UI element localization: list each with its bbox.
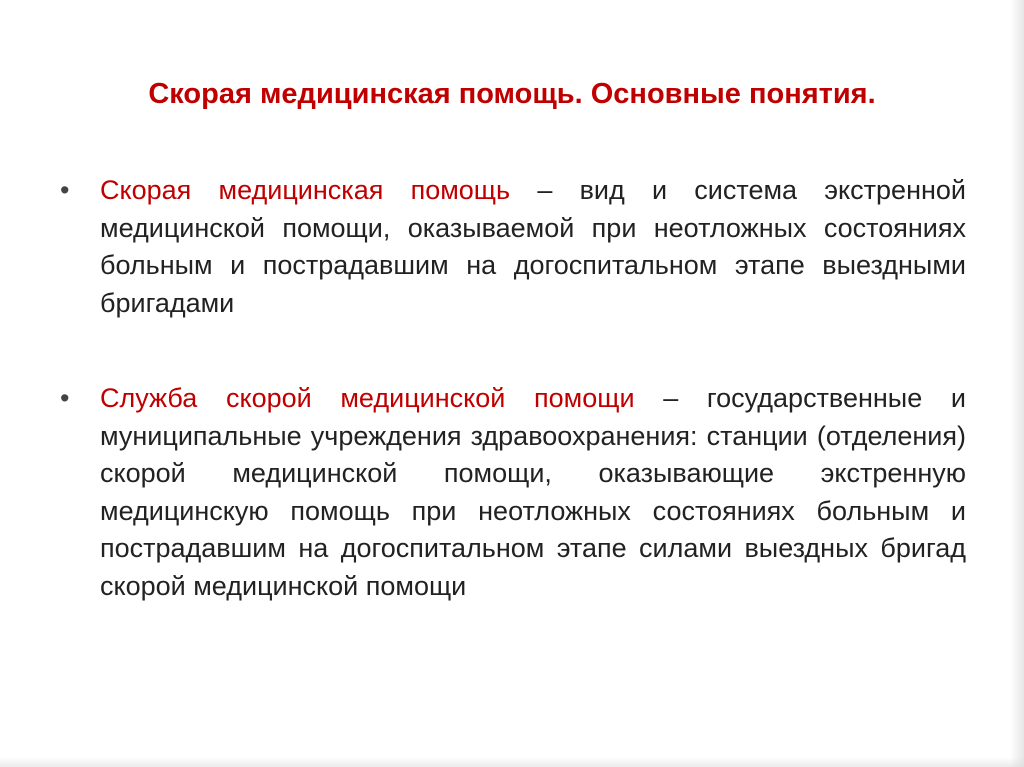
- definition-list: [60, 172, 966, 605]
- list-item: [60, 380, 966, 605]
- term-label: Скорая медицинская помощь: [100, 175, 511, 205]
- slide-title: Скорая медицинская помощь. Основные понятия.: [148, 78, 876, 110]
- definition-text: – государственные и муниципальные учреждения здравоохранения: станции (отделения) скорой медицинской помощи, оказывающие экстренную медицинскую помощь при неотложных состояниях больным и пострадавшим на догоспитальном этапе силами выездных бригад скорой медицинской помощи: [100, 383, 966, 601]
- bullet-icon: •: [60, 383, 70, 413]
- definition-text: – вид и система экстренной медицинской помощи, оказываемой при неотложных состояниях больным и пострадавшим на догоспитальном этапе выездными бригадами: [100, 175, 966, 318]
- slide-edge-shadow: [1010, 0, 1024, 767]
- term-label: Служба скорой медицинской помощи: [100, 383, 635, 413]
- slide-edge-shadow: [0, 757, 1024, 767]
- bullet-icon: •: [60, 175, 70, 205]
- list-item: [60, 172, 966, 322]
